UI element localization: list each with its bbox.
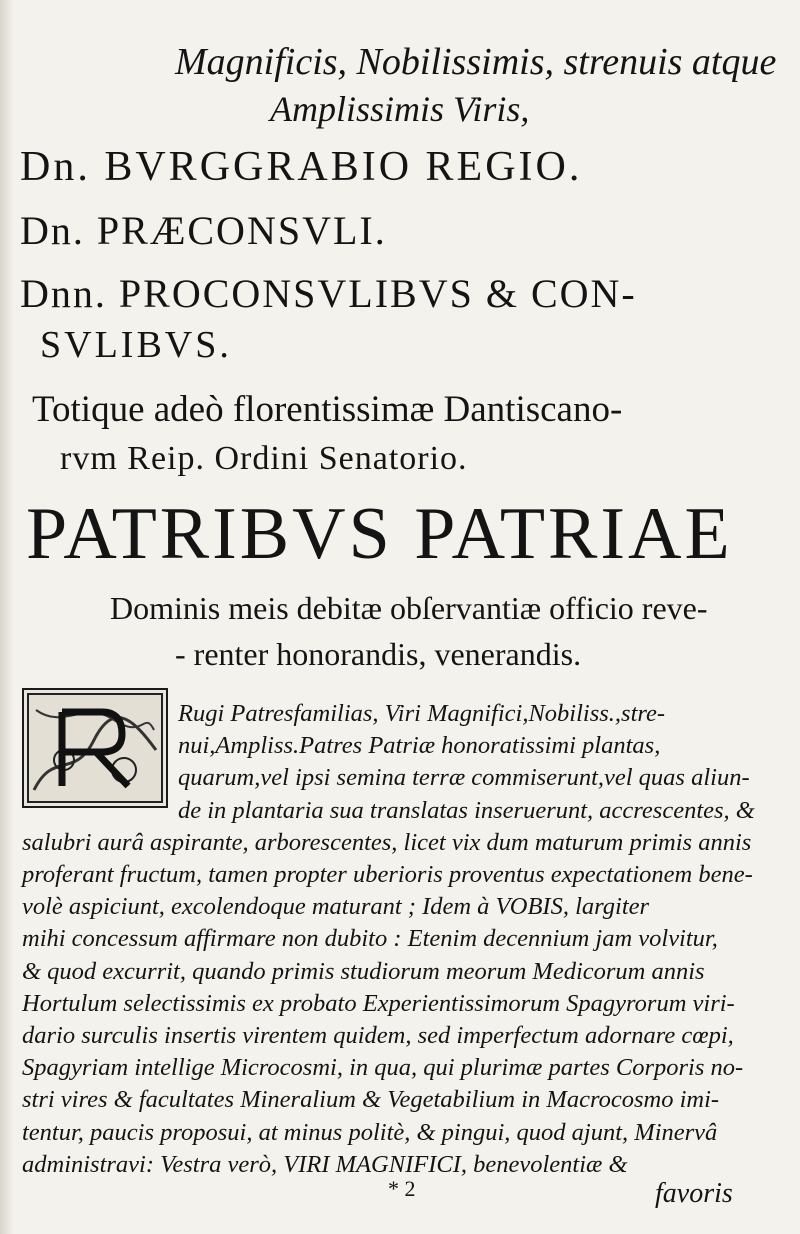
body-line: dario surculis insertis virentem quidem, sed imperfectum adornare cœpi,	[22, 1022, 734, 1049]
catchword: favoris	[655, 1178, 733, 1209]
body-line: Spagyriam intellige Microcosmi, in qua, qui plurimæ partes Corporis no-	[22, 1054, 744, 1082]
address-line-2: - renter honorandis, venerandis.	[175, 636, 582, 672]
dedicatee-ordo-line-2: rvm Reip. Ordini Senatorio.	[60, 440, 468, 477]
salutation-line-2: Amplissimis Viris,	[270, 89, 530, 129]
body-line: tentur, paucis proposui, at minus politè, & pingui, quod ajunt, Minervâ	[22, 1118, 718, 1146]
body-line: mihi concessum affirmare non dubito : Etenim decennium jam volvitur,	[22, 925, 718, 953]
dedicatee-burggrabio: Dn. BVRGGRABIO REGIO.	[20, 144, 583, 190]
body-line: nui,Ampliss.Patres Patriæ honoratissimi plantas,	[178, 732, 661, 760]
body-line: salubri aurâ aspirante, arborescentes, licet vix dum maturum primis annis	[22, 828, 752, 856]
ornamental-initial-icon	[22, 688, 168, 808]
dedicatee-praeconsuli: Dn. PRÆCONSVLI.	[20, 208, 387, 253]
body-line: administravi: Vestra verò, VIRI MAGNIFICI, benevolentiæ &	[22, 1150, 628, 1178]
signature-mark: * 2	[388, 1176, 416, 1201]
body-line: proferant fructum, tamen propter uberioris proventus expectationem bene-	[22, 861, 753, 888]
salutation-line-1: Magnificis, Nobilissimis, strenuis atque	[175, 41, 777, 83]
dedicatee-ordo-line-1: Totique adeò florentissimæ Dantiscano-	[32, 389, 623, 430]
address-line-1: Dominis meis debitæ obſervantiæ officio reve-	[110, 590, 708, 626]
patribus-heading: PATRIBVS PATRIAE	[26, 493, 733, 575]
body-line: Rugi Patresfamilias, Viri Magnifici,Nobiliss.,stre-	[178, 700, 666, 727]
dedicatee-proconsulibus: Dnn. PROCONSVLIBVS & CON-	[20, 271, 637, 316]
page-gutter	[0, 0, 14, 1234]
body-line: de in plantaria sua translatas inseruerunt, accrescentes, &	[178, 796, 755, 824]
body-line: & quod excurrit, quando primis studiorum meorum Medicorum annis	[22, 957, 705, 985]
body-line: Hortulum selectissimis ex probato Experientissimorum Spagyrorum viri-	[22, 989, 735, 1017]
body-line: stri vires & facultates Mineralium & Vegetabilium in Macrocosmo imi-	[22, 1086, 720, 1114]
dedicatee-consulibus-cont: SVLIBVS.	[40, 324, 232, 366]
body-line: quarum,vel ipsi semina terræ commiserunt,vel quas aliun-	[178, 764, 750, 792]
body-line: volè aspiciunt, excolendoque maturant ; Idem à VOBIS, largiter	[22, 893, 650, 921]
